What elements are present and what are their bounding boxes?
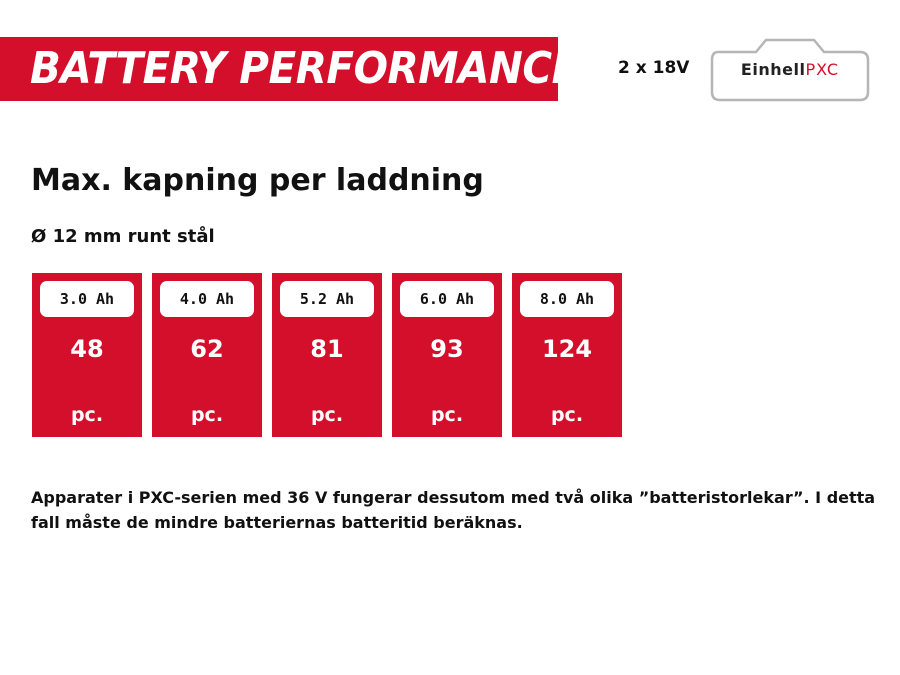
capacity-badge: 4.0 Ah [160, 281, 254, 317]
cut-unit: pc. [310, 404, 344, 426]
capacity-badge: 5.2 Ah [280, 281, 374, 317]
battery-card [272, 273, 382, 437]
capacity-badge: 3.0 Ah [40, 281, 134, 317]
logo-series: PXC [805, 60, 840, 79]
page-heading: Max. kapning per laddning [31, 163, 484, 198]
voltage-label: 2 x 18V [618, 58, 690, 78]
title-banner [0, 37, 579, 101]
capacity-badge: 8.0 Ah [520, 281, 614, 317]
battery-card [32, 273, 142, 437]
capacity-badge: 6.0 Ah [400, 281, 494, 317]
logo-text [708, 60, 872, 79]
cut-unit: pc. [190, 404, 224, 426]
brand-logo [708, 36, 872, 102]
cut-unit: pc. [550, 404, 584, 426]
cut-count: 93 [430, 335, 464, 363]
banner-title: BATTERY PERFORMANCE [30, 43, 579, 94]
cut-count: 62 [190, 335, 224, 363]
battery-card [152, 273, 262, 437]
battery-card [512, 273, 622, 437]
footnote: Apparater i PXC-serien med 36 V fungerar dessutom med två olika ”batteristorlekar”. I detta fall måste de mindre batteriernas batteritid beräknas. [31, 488, 876, 532]
page-subheading: Ø 12 mm runt stål [31, 226, 215, 247]
logo-brand: Einhell [740, 60, 806, 79]
cut-count: 124 [541, 335, 593, 363]
cut-count: 81 [310, 335, 344, 363]
cut-count: 48 [70, 335, 104, 363]
cut-unit: pc. [70, 404, 104, 426]
battery-card [392, 273, 502, 437]
cut-unit: pc. [430, 404, 464, 426]
